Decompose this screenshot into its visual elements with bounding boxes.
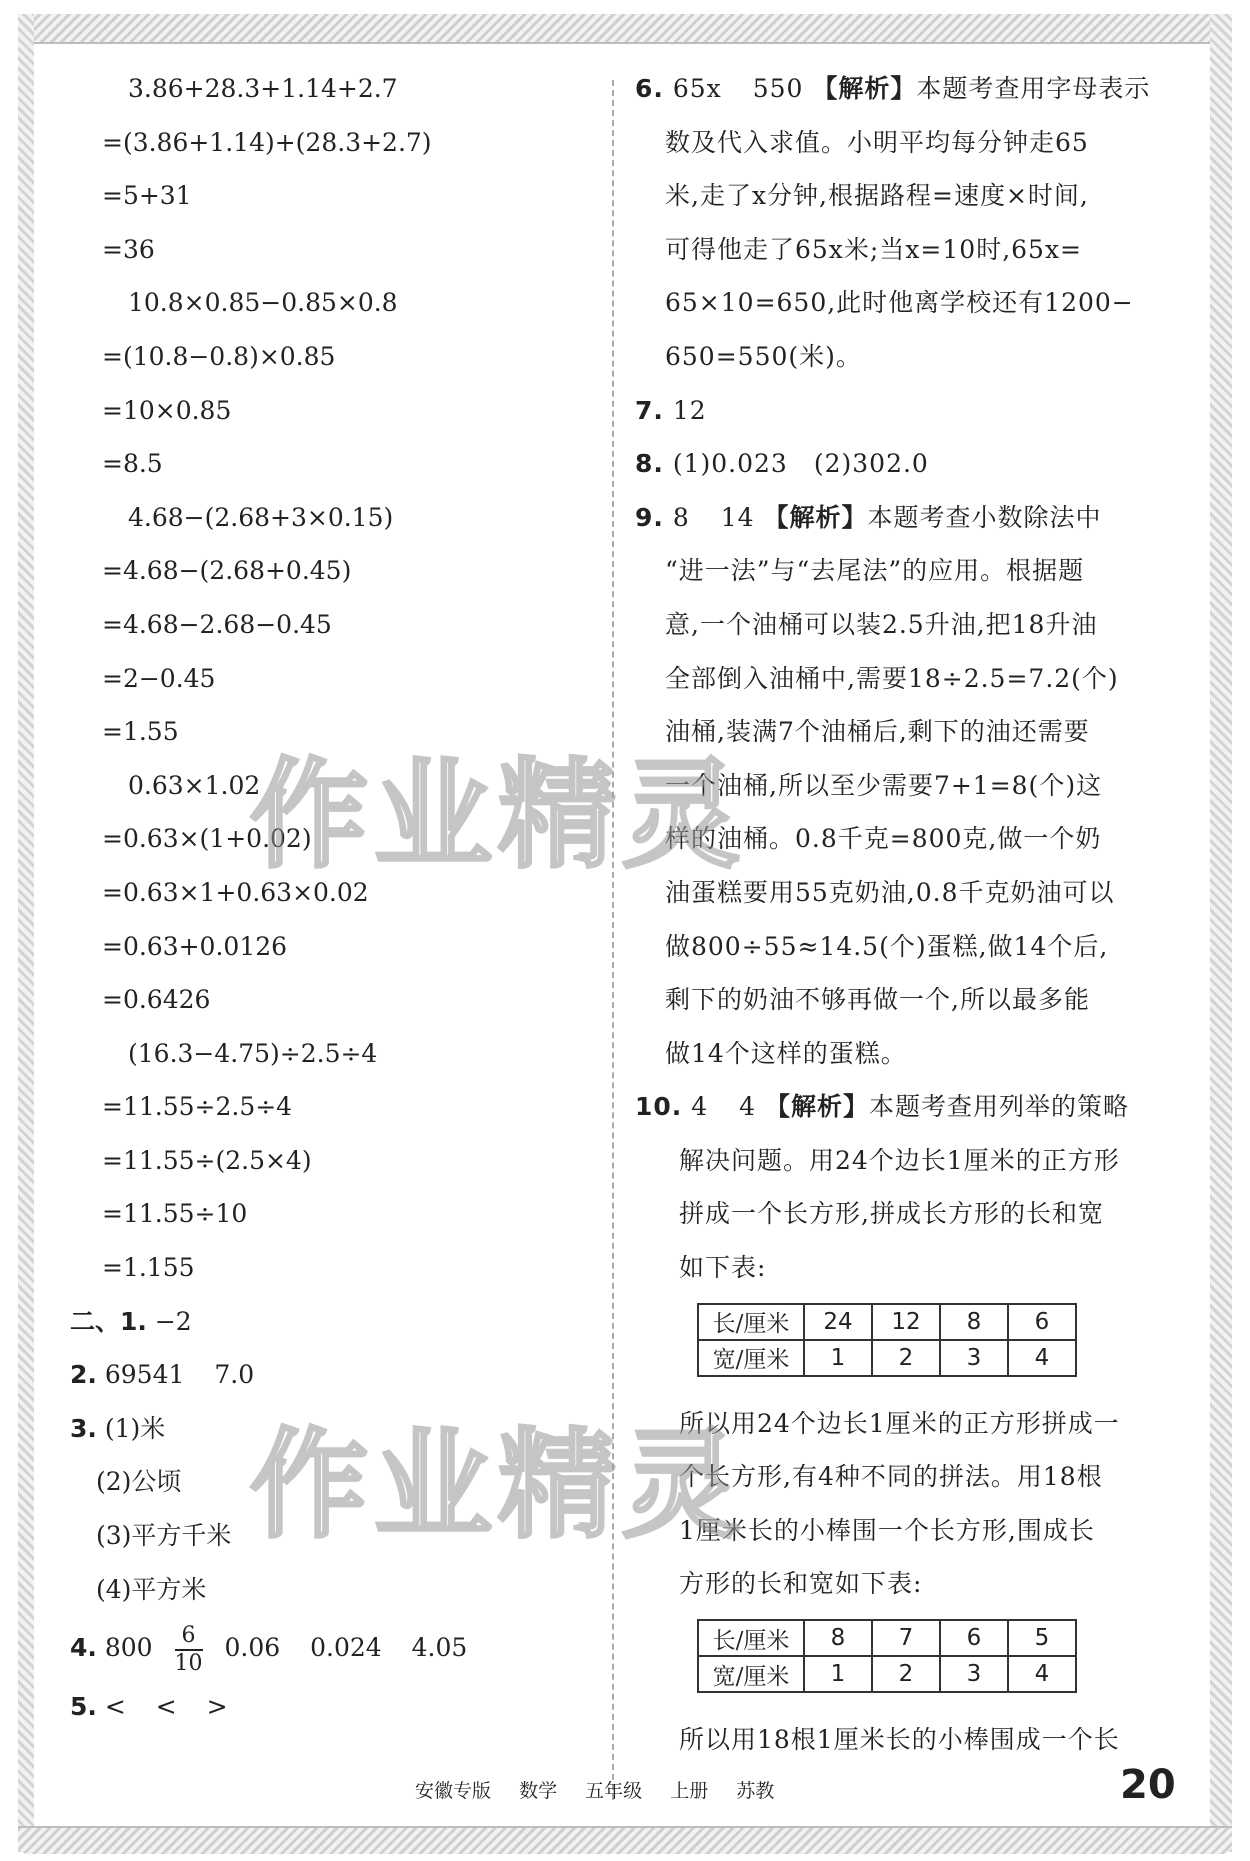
calc-step: =(10.8−0.8)×0.85 [102, 341, 336, 371]
table-cell: 24 [804, 1304, 872, 1340]
answer-text: 8 [672, 502, 690, 532]
analysis-line: 65×10=650,此时他离学校还有1200− [665, 288, 1134, 318]
analysis-text: 本题考查用字母表示 [916, 74, 1151, 103]
answer-5 [70, 1680, 600, 1734]
answer-text: 69541 [104, 1360, 185, 1390]
dimension-table-2 [697, 1619, 1077, 1693]
table-header-cell: 宽/厘米 [698, 1340, 804, 1376]
calc-step: =0.63×1+0.63×0.02 [102, 877, 369, 907]
answer-3-4 [70, 1563, 600, 1617]
footer-subject: 数学 [519, 1780, 558, 1802]
table-header-cell: 宽/厘米 [698, 1656, 804, 1692]
table-cell: 7 [872, 1620, 940, 1656]
calc-step: =11.55÷10 [102, 1199, 248, 1229]
table-cell: 3 [940, 1340, 1008, 1376]
table-cell: 5 [1008, 1620, 1076, 1656]
answer-text: 14 [720, 502, 755, 532]
question-number: 2. [70, 1360, 97, 1390]
answer-text: −2 [154, 1306, 192, 1336]
calc-step: 0.63×1.02 [128, 770, 261, 800]
question-number: 7. [635, 395, 664, 425]
analysis-line: 样的油桶。0.8千克=800克,做一个奶 [665, 824, 1102, 854]
analysis-line: 650=550(米)。 [665, 341, 862, 371]
question-number: 4. [70, 1633, 97, 1663]
calc-step: =0.63+0.0126 [102, 931, 288, 961]
analysis-tag: 【解析】 [812, 74, 917, 103]
table-wrapper [635, 1611, 1195, 1713]
question-number: 9. [635, 502, 664, 532]
answer-text: 4 [691, 1092, 709, 1122]
watermark: 作业精灵 [250, 746, 747, 884]
answer-text: 65x [672, 74, 722, 103]
table-cell: 2 [872, 1656, 940, 1692]
analysis-line: 所以用24个边长1厘米的正方形拼成一 [679, 1408, 1120, 1438]
page-border-bottom [18, 1826, 1232, 1854]
page-number: 20 [1120, 1762, 1176, 1808]
answer-text: 0.06 [224, 1633, 281, 1663]
answer-text: 0.024 [310, 1633, 382, 1663]
table-cell: 4 [1008, 1340, 1076, 1376]
analysis-line: 米,走了x分钟,根据路程=速度×时间, [665, 181, 1089, 211]
table-cell: 8 [804, 1620, 872, 1656]
answer-4 [70, 1616, 600, 1680]
calc-step: =1.55 [102, 717, 179, 747]
answer-text: 12 [672, 395, 707, 425]
answer-text: 550 [752, 74, 804, 103]
calc-step: 3.86+28.3+1.14+2.7 [128, 74, 398, 103]
table-header-cell: 长/厘米 [698, 1620, 804, 1656]
calc-step: =10×0.85 [102, 395, 232, 425]
calc-step: =8.5 [102, 449, 163, 479]
answer-text: (2)公顷 [96, 1467, 182, 1497]
question-number: 二、1. [70, 1306, 147, 1336]
analysis-line: 做800÷55≈14.5(个)蛋糕,做14个后, [665, 931, 1109, 961]
calc-step: =5+31 [102, 181, 192, 211]
question-number: 10. [635, 1092, 683, 1122]
analysis-tag: 【解析】 [763, 502, 868, 532]
table-cell: 1 [804, 1656, 872, 1692]
calc-step: =2−0.45 [102, 663, 216, 693]
answer-text: (1)0.023 (2)302.0 [672, 449, 929, 479]
footer-publisher: 苏教 [736, 1780, 775, 1802]
analysis-line: 数及代入求值。小明平均每分钟走65 [665, 127, 1089, 157]
analysis-line: 解决问题。用24个边长1厘米的正方形 [679, 1145, 1120, 1175]
table-row [698, 1340, 1076, 1376]
table-cell: 1 [804, 1340, 872, 1376]
calc-step: 4.68−(2.68+3×0.15) [128, 502, 394, 532]
table-row [698, 1620, 1076, 1656]
table-wrapper [635, 1295, 1195, 1397]
answer-9-head [635, 491, 1195, 545]
calc-step: 10.8×0.85−0.85×0.8 [128, 288, 398, 318]
calc-step: =11.55÷(2.5×4) [102, 1145, 312, 1175]
page-border-left [18, 14, 34, 1852]
answer-text: 7.0 [214, 1360, 255, 1390]
analysis-line: 1厘米长的小棒围一个长方形,围成长 [679, 1515, 1095, 1545]
table-cell: 12 [872, 1304, 940, 1340]
analysis-line: 一个油桶,所以至少需要7+1=8(个)这 [665, 770, 1103, 800]
analysis-line: 做14个这样的蛋糕。 [665, 1038, 907, 1068]
footer-volume: 上册 [670, 1780, 709, 1802]
table-cell: 2 [872, 1340, 940, 1376]
analysis-line: 全部倒入油桶中,需要18÷2.5=7.2(个) [665, 663, 1119, 693]
calc-step: =4.68−(2.68+0.45) [102, 556, 352, 586]
analysis-line: 意,一个油桶可以装2.5升油,把18升油 [665, 609, 1098, 639]
calc-step: =11.55÷2.5÷4 [102, 1092, 293, 1122]
table-row [698, 1304, 1076, 1340]
analysis-line: 个长方形,有4种不同的拼法。用18根 [679, 1462, 1103, 1492]
answer-text: (4)平方米 [96, 1574, 207, 1604]
analysis-line: 油桶,装满7个油桶后,剩下的油还需要 [665, 717, 1090, 747]
analysis-line: 所以用18根1厘米长的小棒围成一个长 [679, 1725, 1120, 1755]
table-cell: 6 [1008, 1304, 1076, 1340]
analysis-line: 方形的长和宽如下表: [679, 1569, 923, 1599]
page-border-right [1210, 14, 1232, 1852]
answer-8 [635, 437, 1195, 491]
calculation-steps [70, 62, 600, 1295]
calc-step: =(3.86+1.14)+(28.3+2.7) [102, 127, 432, 157]
analysis-line: 油蛋糕要用55克奶油,0.8千克奶油可以 [665, 877, 1115, 907]
answer-6-head [635, 62, 1195, 116]
fraction-numerator: 6 [175, 1625, 203, 1651]
calc-step: =36 [102, 234, 155, 264]
table-cell: 8 [940, 1304, 1008, 1340]
answer-text: 4 [739, 1092, 757, 1122]
answer-text: < [104, 1692, 126, 1722]
analysis-tag: 【解析】 [764, 1092, 869, 1122]
fraction [174, 1622, 203, 1676]
analysis-text: 本题考查用列举的策略 [868, 1092, 1129, 1122]
footer-edition: 安徽专版 [415, 1780, 492, 1802]
analysis-line: 剩下的奶油不够再做一个,所以最多能 [665, 985, 1090, 1015]
answer-2-1 [70, 1295, 600, 1349]
analysis-line: 拼成一个长方形,拼成长方形的长和宽 [679, 1199, 1104, 1229]
answer-10-body-a [635, 1134, 1195, 1295]
watermark: 作业精灵 [250, 1416, 747, 1554]
footer-grade: 五年级 [585, 1780, 643, 1802]
answer-text: (1)米 [104, 1413, 166, 1443]
analysis-line: 如下表: [679, 1253, 767, 1283]
question-number: 5. [70, 1692, 97, 1722]
table-cell: 4 [1008, 1656, 1076, 1692]
question-number: 3. [70, 1413, 97, 1443]
answer-text: 800 [104, 1633, 153, 1663]
question-number: 6. [635, 74, 664, 103]
fraction-denominator: 10 [174, 1650, 203, 1676]
answer-text: 4.05 [411, 1633, 468, 1663]
answer-6-body [635, 116, 1195, 384]
question-number: 8. [635, 449, 664, 479]
calc-step: =0.6426 [102, 985, 211, 1015]
dimension-table-1 [697, 1303, 1077, 1377]
page-footer [415, 1776, 796, 1803]
analysis-text: 本题考查小数除法中 [867, 502, 1102, 532]
answer-10-head [635, 1080, 1195, 1134]
page-border-top [18, 14, 1232, 44]
calc-step: =0.63×(1+0.02) [102, 824, 312, 854]
answer-10-body-c [635, 1713, 1195, 1767]
answer-7 [635, 384, 1195, 438]
table-row [698, 1656, 1076, 1692]
calc-step: =1.155 [102, 1253, 195, 1283]
table-cell: 6 [940, 1620, 1008, 1656]
table-header-cell: 长/厘米 [698, 1304, 804, 1340]
answer-text: > [206, 1692, 228, 1722]
answer-text: (3)平方千米 [96, 1521, 232, 1551]
calc-step: =4.68−2.68−0.45 [102, 609, 332, 639]
calc-step: (16.3−4.75)÷2.5÷4 [128, 1038, 378, 1068]
table-cell: 3 [940, 1656, 1008, 1692]
answer-text: < [155, 1692, 177, 1722]
analysis-line: “进一法”与“去尾法”的应用。根据题 [665, 556, 1085, 586]
analysis-line: 可得他走了65x米;当x=10时,65x= [665, 234, 1082, 264]
